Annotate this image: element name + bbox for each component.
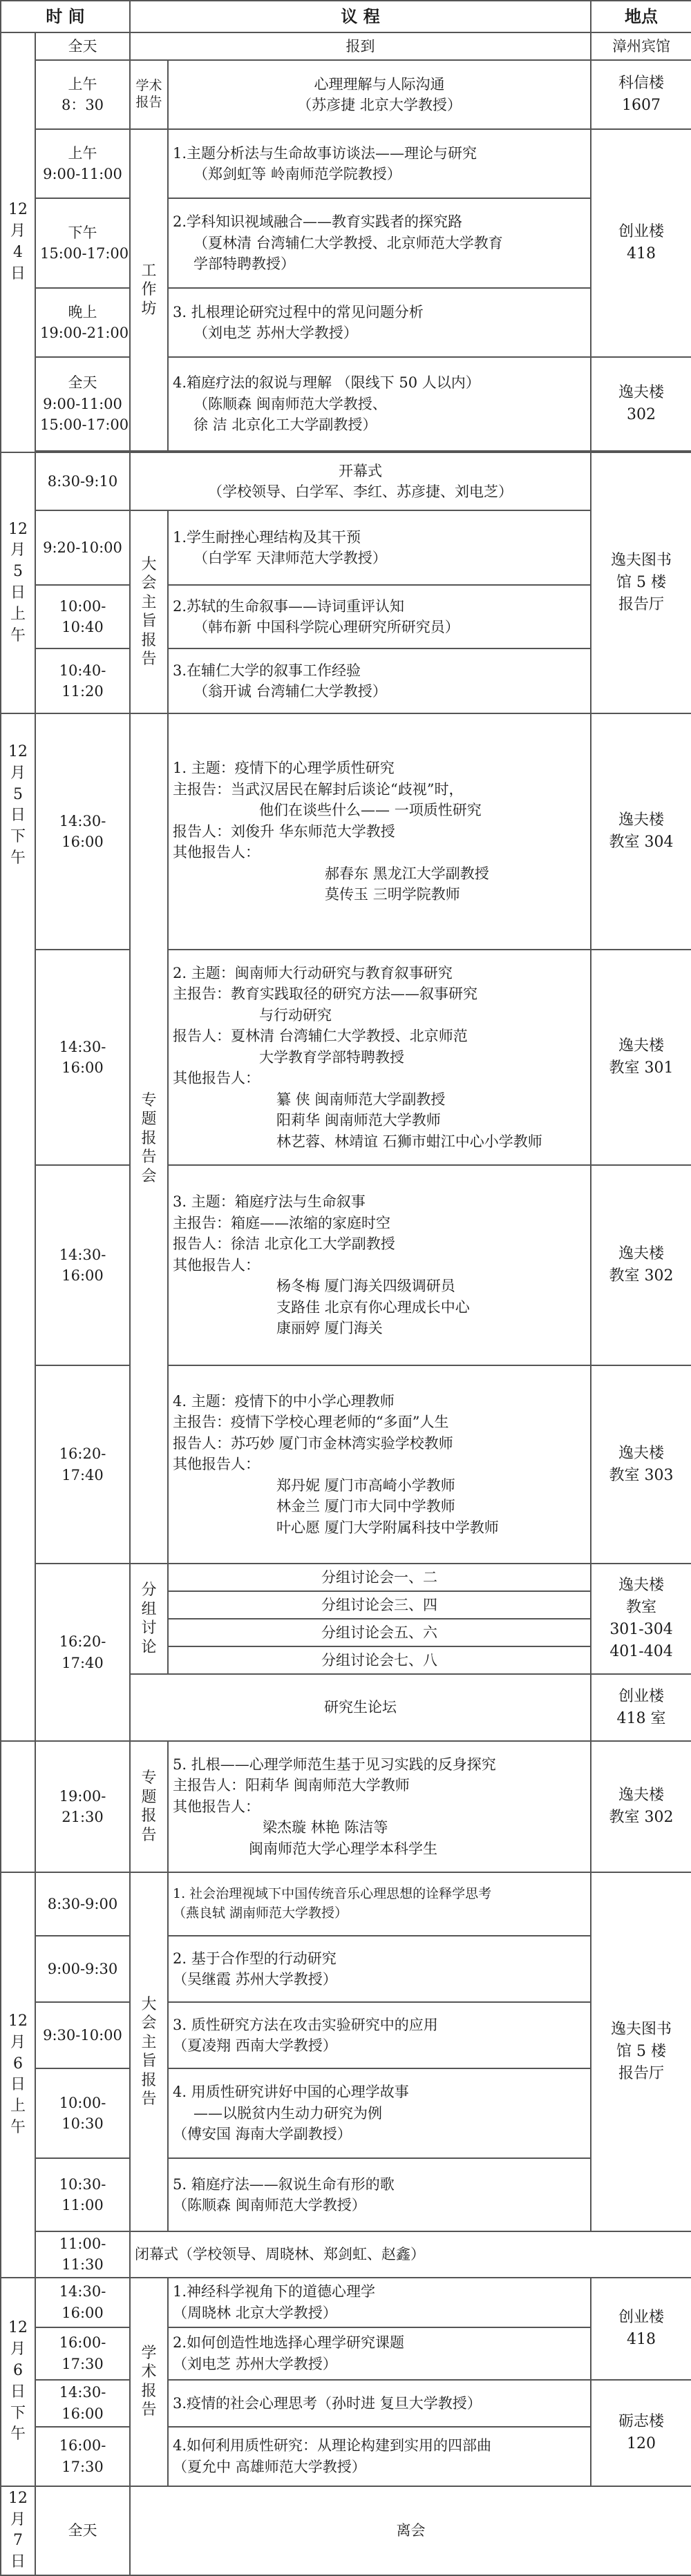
dec5pm-group-venue: 逸夫楼 教室 301-304 401-404 [591,1564,691,1674]
dec4-am-venue: 科信楼 1607 [591,60,691,129]
dec4-workshop-3-row [1,288,691,357]
dec5eve-tag: 专 题 报 告 [130,1741,168,1872]
day-dec4: 12 月 4 日 [1,32,35,452]
dec5pm-t1-venue: 逸夫楼 教室 304 [591,713,691,950]
dec5eve-venue: 逸夫楼 教室 302 [591,1741,691,1872]
dec4-am-time: 上午 8：30 [35,60,130,129]
dec5am-keynote-3-row [1,648,691,713]
dec6am-k3-topic: 3. 质性研究方法在攻击实验研究中的应用 （夏凌翔 西南大学教授） [168,2002,591,2068]
dec4-ws123-venue: 创业楼 418 [591,129,691,357]
dec6pm-r3-topic: 3.疫情的社会心理思考（孙时进 复旦大学教授） [168,2380,591,2427]
dec5pm-forum-venue: 创业楼 418 室 [591,1674,691,1741]
dec5am-k2-time: 10:00-10:40 [35,585,130,648]
dec5eve-row [1,1741,691,1872]
dec5pm-t1-topic: 1. 主题：疫情下的心理学质性研究 主报告：当武汉居民在解封后谈论“歧视”时， 他们在谈些什么—— 一项质性研究 报告人：刘俊升 华东师范大学教授 其他报告人： 郝春东 黑龙江大学副教授 莫传玉 三明学院教师 [168,713,591,950]
dec5pm-topic-1-row [1,713,691,950]
dec6pm-r4-topic: 4.如何利用质性研究：从理论构建到实用的四部曲 （夏允中 高雄师范大学教授） [168,2427,591,2486]
dec5am-keynote-2-row [1,585,691,648]
dec5am-opening: 开幕式 （学校领导、白学军、李红、苏彦捷、刘电芝） [130,452,591,510]
dec5pm-topic-2-row [1,950,691,1165]
dec5pm-t4-topic: 4. 主题：疫情下的中小学心理教师 主报告：疫情下学校心理老师的“多面”人生 报告人：苏巧妙 厦门市金林湾实验学校教师 其他报告人： 郑丹妮 厦门市高崎小学教师 林金兰 厦门市大同中学教师 叶心愿 厦门大学附属科技中学教师 [168,1365,591,1564]
dec6am-k4-topic: 4. 用质性研究讲好中国的心理学故事 ——以脱贫内生动力研究为例 （傅安国 海南大学副教授） [168,2068,591,2158]
dec6am-k5-time: 10:30-11:00 [35,2158,130,2231]
dec5am-keynote-tag: 大 会 主 旨 报 告 [130,510,168,713]
dec6am-k2-topic: 2. 基于合作型的行动研究 （吴继霞 苏州大学教授） [168,1936,591,2002]
dec6pm-report-tag: 学 术 报 告 [130,2278,168,2486]
dec4-ws1-topic: 1.主题分析法与生命故事访谈法——理论与研究 （郑剑虹等 岭南师范学院教授） [168,129,591,198]
dec5pm-t1-time: 14:30-16:00 [35,713,130,950]
dec5pm-t2-time: 14:30-16:00 [35,950,130,1165]
dec5eve-time: 19:00-21:30 [35,1741,130,1872]
dec5eve-topic: 5. 扎根——心理学师范生基于见习实践的反身探究 主报告人：阳莉华 闽南师范大学教师 其他报告人： 梁杰璇 林艳 陈洁等 闽南师范大学心理学本科学生 [168,1741,591,1872]
dec4-am-tag: 学术 报告 [130,60,168,129]
dec4-checkin-row [1,32,691,60]
dec5pm-forum: 研究生论坛 [130,1674,591,1741]
dec4-checkin-venue: 漳州宾馆 [591,32,691,60]
dec4-ws3-time: 晚上 19:00-21:00 [35,288,130,357]
dec6pm-r2-time: 16:00-17:30 [35,2327,130,2380]
dec6pm-report-2-row [1,2327,691,2380]
dec5am-k3-topic: 3.在辅仁大学的叙事工作经验 （翁开诚 台湾辅仁大学教授） [168,648,591,713]
dec4-workshop-1-row [1,129,691,198]
group-item: 分组讨论会七、八 [321,1652,438,1669]
dec4-ws3-topic: 3. 扎根理论研究过程中的常见问题分析 （刘电芝 苏州大学教授） [168,288,591,357]
group-item: 分组讨论会一、二 [169,1564,590,1592]
dec4-ws4-venue: 逸夫楼 302 [591,357,691,451]
dec4-ws2-topic: 2.学科知识视域融合——教育实践者的探究路 （夏林清 台湾辅仁大学教授、北京师范大学教育 学部特聘教授） [168,198,591,288]
dec6am-k3-time: 9:30-10:00 [35,2002,130,2068]
day-dec5-am: 12 月 5 日 上 午 [1,452,35,713]
dec4-ws4-topic: 4.箱庭疗法的叙说与理解 （限线下 50 人以内） （陈顺森 闽南师范大学教授、 徐 洁 北京化工大学副教授） [168,357,591,451]
dec5pm-t3-time: 14:30-16:00 [35,1165,130,1365]
dec6pm-r1-time: 14:30-16:00 [35,2278,130,2327]
day-dec6-am: 12 月 6 日 上 午 [1,1872,35,2278]
group-item: 分组讨论会五、六 [169,1619,590,1647]
dec6pm-report-3-row [1,2380,691,2427]
workshop-label: 工 作 坊 [130,129,168,451]
dec6am-k4-time: 10:00-10:30 [35,2068,130,2158]
dec6am-closing: 闭幕式（学校领导、周晓林、郑剑虹、赵鑫） [130,2231,691,2278]
dec5pm-group-discussion-row [1,1564,691,1674]
dec6am-keynote-3-row [1,2002,691,2068]
dec5am-k1-topic: 1.学生耐挫心理结构及其干预 （白学军 天津师范大学教授） [168,510,591,585]
dec4-workshop-4-row [1,357,691,451]
dec6am-k1-time: 8:30-9:00 [35,1872,130,1936]
dec4-am-lecture: 心理理解与人际沟通 （苏彦捷 北京大学教授） [168,60,591,129]
dec6am-keynote-2-row [1,1936,691,2002]
dec6am-venue: 逸夫图书 馆 5 楼 报告厅 [591,1872,691,2231]
dec7-departure: 离会 [130,2486,691,2575]
dec6pm-r1-topic: 1.神经科学视角下的道德心理学 （周晓林 北京大学教授） [168,2278,591,2327]
dec4-am-lecture-row [1,60,691,129]
dec6pm-report-1-row [1,2278,691,2327]
day-dec5-pm: 12 月 5 日 下 午 [1,713,35,1741]
dec5pm-topic-4-row [1,1365,691,1564]
header-row [1,1,691,32]
dec5am-k1-time: 9:20-10:00 [35,510,130,585]
dec5am-k2-topic: 2.苏轼的生命叙事——诗词重评认知 （韩布新 中国科学院心理研究所研究员） [168,585,591,648]
dec5pm-t4-time: 16:20-17:40 [35,1365,130,1564]
dec5am-opening-time: 8:30-9:10 [35,452,130,510]
dec7-time: 全天 [35,2486,130,2575]
dec6am-keynote-1-row [1,1872,691,1936]
dec5pm-t2-venue: 逸夫楼 教室 301 [591,950,691,1165]
dec5pm-topic-tag: 专 题 报 告 会 [130,713,168,1564]
dec6am-keynote-4-row [1,2068,691,2158]
dec5pm-group-list [168,1564,591,1674]
dec5pm-topic-3-row [1,1165,691,1365]
dec6pm-venue-34: 砺志楼 120 [591,2380,691,2486]
dec6pm-report-4-row [1,2427,691,2486]
dec5am-opening-row [1,452,691,510]
dec4-ws2-time: 下午 15:00-17:00 [35,198,130,288]
dec6am-k5-topic: 5. 箱庭疗法——叙说生命有形的歌 （陈顺森 闽南师范大学教授） [168,2158,591,2231]
day-dec7: 12 月 7 日 [1,2486,35,2575]
dec4-ws4-time: 全天 9:00-11:00 15:00-17:00 [35,357,130,451]
dec6am-k1-topic: 1. 社会治理视域下中国传统音乐心理思想的诠释学思考 （燕良轼 湖南师范大学教授） [168,1872,591,1936]
dec4-workshop-2-row [1,198,691,288]
day-dec6-pm: 12 月 6 日 下 午 [1,2278,35,2486]
dec5am-k3-time: 10:40-11:20 [35,648,130,713]
dec5am-venue: 逸夫图书 馆 5 楼 报告厅 [591,452,691,713]
header-time: 时 间 [1,1,130,32]
dec5pm-group-time: 16:20-17:40 [35,1564,130,1741]
dec4-ws1-time: 上午 9:00-11:00 [35,129,130,198]
dec5pm-t3-topic: 3. 主题：箱庭疗法与生命叙事 主报告：箱庭——浓缩的家庭时空 报告人：徐洁 北京化工大学副教授 其他报告人： 杨冬梅 厦门海关四级调研员 支路佳 北京有你心理成长中心 康丽婷 厦门海关 [168,1165,591,1365]
dec6pm-r4-time: 16:00-17:30 [35,2427,130,2486]
dec5pm-t2-topic: 2. 主题：闽南师大行动研究与教育叙事研究 主报告：教育实践取径的研究方法——叙事研究 与行动研究 报告人：夏林清 台湾辅仁大学教授、北京师范 大学教育学部特聘教授 其他报告人： 纂 侠 闽南师范大学副教授 阳莉华 闽南师范大学教师 林艺蓉、林靖谊 石狮市蚶江中心小学教师 [168,950,591,1165]
group-item: 分组讨论会三、四 [169,1592,590,1619]
dec5eve-day-blank [1,1741,35,1872]
dec5am-keynote-1-row [1,510,691,585]
dec6am-k2-time: 9:00-9:30 [35,1936,130,2002]
dec4-checkin-label: 报到 [130,32,591,60]
dec6am-closing-time: 11:00-11:30 [35,2231,130,2278]
dec5pm-t3-venue: 逸夫楼 教室 302 [591,1165,691,1365]
dec5pm-t4-venue: 逸夫楼 教室 303 [591,1365,691,1564]
header-venue: 地点 [591,1,691,32]
dec4-checkin-time: 全天 [35,32,130,60]
dec6pm-r3-time: 14:30-16:00 [35,2380,130,2427]
dec6am-keynote-tag: 大 会 主 旨 报 告 [130,1872,168,2231]
dec7-row [1,2486,691,2575]
dec5pm-group-tag: 分 组 讨 论 [130,1564,168,1674]
header-agenda: 议 程 [130,1,591,32]
dec6am-keynote-5-row [1,2158,691,2231]
dec6pm-venue-12: 创业楼 418 [591,2278,691,2380]
dec6am-closing-row [1,2231,691,2278]
dec6pm-r2-topic: 2.如何创造性地选择心理学研究课题 （刘电芝 苏州大学教授） [168,2327,591,2380]
